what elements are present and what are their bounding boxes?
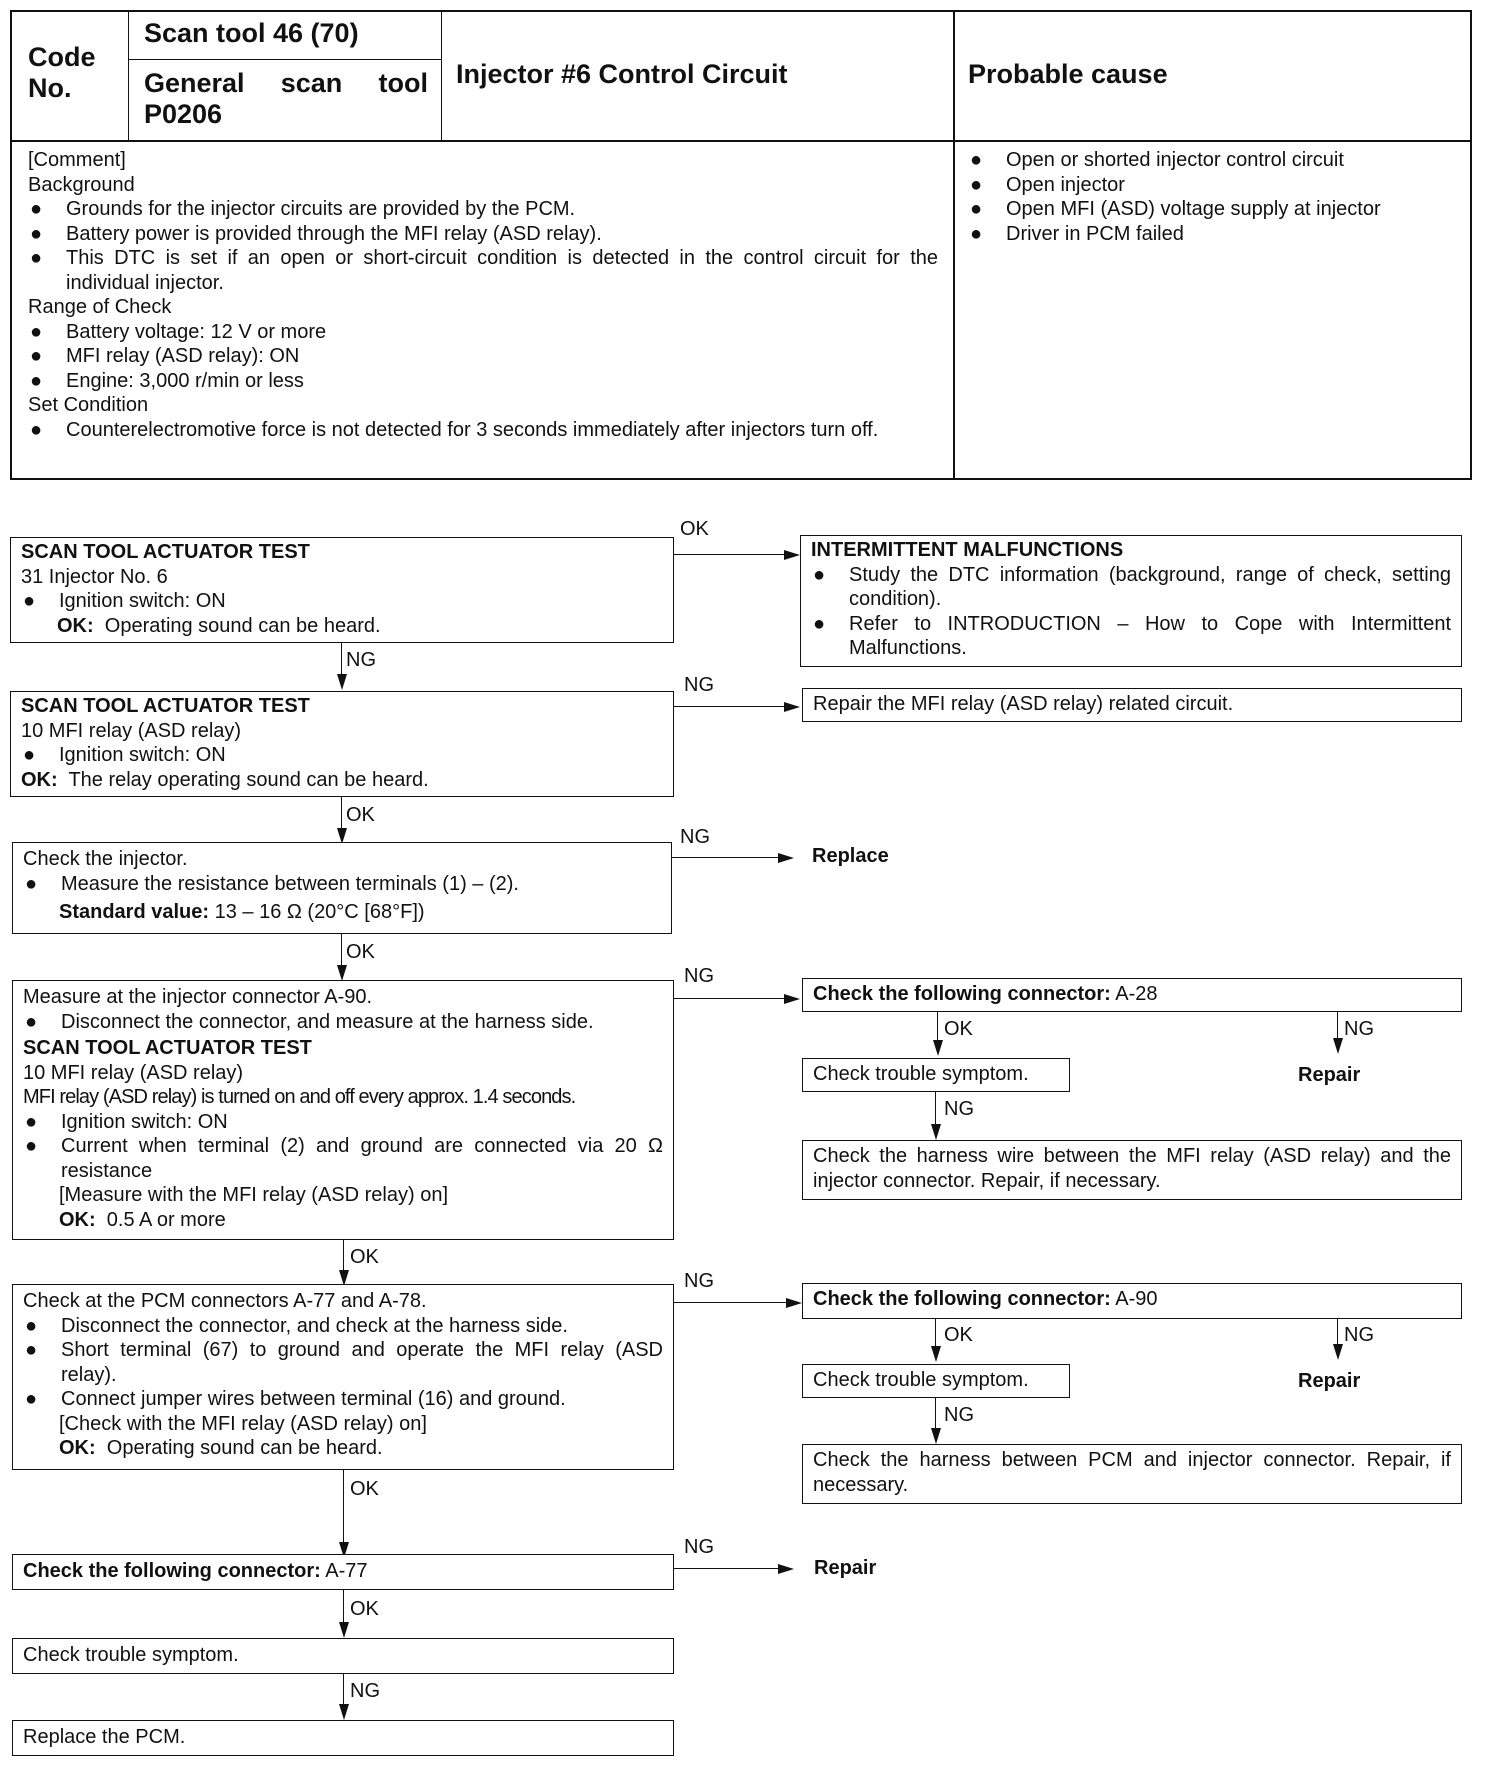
list-item: ● Counterelectromotive force is not detected for 3 seconds immediately after injectors turn off. — [30, 418, 879, 441]
bullet-icon: ● — [23, 590, 36, 612]
step-line: 10 MFI relay (ASD relay) — [21, 719, 242, 742]
arrow-right-icon — [786, 1298, 802, 1308]
step-3-check-injector-box — [12, 842, 672, 934]
general-scan-tool-code: P0206 — [144, 99, 223, 129]
arrow-down-icon — [339, 1704, 349, 1720]
intermittent-malfunctions-box — [800, 535, 1462, 667]
repair-label: Repair — [1298, 1064, 1361, 1086]
check-connector-a77-box: Check the following connector: A-77 — [12, 1554, 674, 1590]
replace-pcm-box: Replace the PCM. — [12, 1720, 674, 1756]
list-item: ● Ignition switch: ON — [23, 590, 226, 612]
arrow-down-icon — [339, 1622, 349, 1638]
bullet-icon: ● — [23, 744, 36, 766]
list-item: ● Engine: 3,000 r/min or less — [30, 369, 304, 392]
connector-line — [672, 857, 782, 858]
step-title: SCAN TOOL ACTUATOR TEST — [21, 541, 310, 563]
bullet-icon: ● — [30, 345, 43, 367]
connector-line — [935, 1398, 936, 1432]
ng-label: NG — [684, 965, 714, 987]
ok-criteria: OK: Operating sound can be heard. — [59, 1437, 383, 1459]
divider — [10, 140, 1472, 142]
list-item: ● Battery voltage: 12 V or more — [30, 320, 327, 343]
connector-line — [1337, 1012, 1338, 1040]
ok-label: OK — [350, 1598, 379, 1620]
step-line: Check at the PCM connectors A-77 and A-78. — [23, 1290, 427, 1312]
connector-line — [343, 1674, 344, 1708]
bullet-icon: ● — [25, 1314, 38, 1337]
connector-line — [1337, 1319, 1338, 1347]
step-line: 10 MFI relay (ASD relay) — [23, 1061, 244, 1084]
arrow-right-icon — [784, 702, 800, 712]
list-item: ● Open injector — [970, 173, 1125, 196]
connector-line — [674, 1568, 784, 1569]
comment-section — [28, 148, 938, 442]
step-note: [Check with the MFI relay (ASD relay) on] — [59, 1412, 427, 1435]
list-item: ● Connect jumper wires between terminal (16) and ground. — [25, 1388, 566, 1410]
bullet-icon: ● — [25, 1388, 38, 1410]
arrow-down-icon — [933, 1040, 943, 1056]
bullet-icon: ● — [30, 418, 43, 441]
repair-label: Repair — [814, 1557, 877, 1579]
list-item: ● Ignition switch: ON — [25, 1110, 228, 1133]
bullet-icon: ● — [970, 198, 983, 220]
connector-line — [674, 998, 784, 999]
range-label: Range of Check — [28, 296, 172, 318]
list-item: ● Short terminal (67) to ground and operate the MFI relay (ASD relay). — [25, 1339, 663, 1386]
step-note: [Measure with the MFI relay (ASD relay) on] — [59, 1184, 449, 1206]
ng-label: NG — [680, 826, 710, 848]
list-item: ● Driver in PCM failed — [970, 222, 1184, 245]
arrow-down-icon — [931, 1346, 941, 1362]
divider — [441, 10, 442, 140]
step-line: Measure at the injector connector A-90. — [23, 986, 373, 1008]
bullet-icon: ● — [970, 222, 983, 245]
list-item: ● Open MFI (ASD) voltage supply at injector — [970, 198, 1381, 220]
bullet-icon: ● — [25, 1339, 38, 1361]
arrow-right-icon — [778, 1564, 794, 1574]
ok-criteria: OK: Operating sound can be heard. — [57, 614, 381, 637]
comment-label: [Comment] — [28, 149, 126, 171]
step-title: SCAN TOOL ACTUATOR TEST — [23, 1037, 312, 1059]
repair-mfi-box: Repair the MFI relay (ASD relay) related circuit. — [802, 688, 1462, 722]
connector-line — [674, 706, 784, 707]
probable-cause-list — [968, 148, 1458, 246]
divider — [128, 10, 129, 140]
list-item: ● Current when terminal (2) and ground are connected via 20 Ω resistance — [25, 1135, 663, 1182]
ng-label: NG — [684, 674, 714, 696]
bullet-icon: ● — [970, 173, 983, 196]
bullet-icon: ● — [25, 1010, 38, 1033]
list-item: ● Ignition switch: ON — [23, 744, 226, 766]
ng-label: NG — [684, 1536, 714, 1558]
list-item: ● Open or shorted injector control circuit — [970, 149, 1344, 171]
step-2-actuator-test-box — [10, 691, 674, 797]
list-item: ● Disconnect the connector, and measure at the harness side. — [25, 1010, 594, 1033]
bullet-icon: ● — [30, 320, 43, 343]
arrow-down-icon — [931, 1124, 941, 1140]
connector-line — [341, 934, 342, 966]
arrow-right-icon — [784, 994, 800, 1004]
step-1-actuator-test-box — [10, 537, 674, 643]
check-connector-a90-box: Check the following connector: A-90 — [802, 1283, 1462, 1319]
ng-label: NG — [944, 1098, 974, 1120]
arrow-down-icon — [931, 1428, 941, 1444]
arrow-right-icon — [784, 550, 800, 560]
bullet-icon: ● — [30, 247, 43, 269]
page-title: Injector #6 Control Circuit — [456, 59, 788, 89]
list-item: ● This DTC is set if an open or short-circuit condition is detected in the control circuit for the individual injector. — [30, 247, 938, 294]
list-item: ● Battery power is provided through the MFI relay (ASD relay). — [30, 222, 602, 245]
connector-line — [343, 1470, 344, 1546]
connector-line — [935, 1092, 936, 1128]
arrow-right-icon — [778, 853, 794, 863]
arrow-down-icon — [1333, 1344, 1343, 1360]
ok-label: OK — [350, 1246, 379, 1268]
connector-line — [343, 1590, 344, 1626]
ok-label: OK — [944, 1018, 973, 1040]
step-line: 31 Injector No. 6 — [21, 565, 168, 588]
check-trouble-symptom-box: Check trouble symptom. — [802, 1058, 1070, 1092]
bullet-icon: ● — [970, 149, 983, 171]
connector-line — [341, 797, 342, 829]
check-harness-wire-box: Check the harness wire between the MFI relay (ASD relay) and the injector connector. Repair, if necessary. — [802, 1140, 1462, 1200]
check-trouble-symptom-final-box: Check trouble symptom. — [12, 1638, 674, 1674]
ok-criteria: OK: 0.5 A or more — [59, 1208, 226, 1231]
scan-tool-code: Scan tool 46 (70) — [144, 18, 359, 48]
set-condition-label: Set Condition — [28, 394, 149, 416]
list-item: ● Study the DTC information (background, range of check, setting condition). — [813, 563, 1451, 610]
bullet-icon: ● — [30, 369, 43, 392]
ng-label: NG — [346, 649, 376, 671]
ng-label: NG — [684, 1270, 714, 1292]
check-connector-a28-box: Check the following connector: A-28 — [802, 978, 1462, 1012]
ng-label: NG — [944, 1404, 974, 1426]
list-item: ● MFI relay (ASD relay): ON — [30, 345, 300, 367]
bullet-icon: ● — [25, 1110, 38, 1133]
ng-label: NG — [1344, 1324, 1374, 1346]
standard-value: Standard value: 13 – 16 Ω (20°C [68°F]) — [59, 901, 425, 923]
replace-label: Replace — [812, 845, 889, 867]
step-line: MFI relay (ASD relay) is turned on and off every approx. 1.4 seconds. — [23, 1086, 576, 1108]
ok-label: OK — [350, 1478, 379, 1500]
ok-label: OK — [346, 941, 375, 963]
arrow-down-icon — [1333, 1038, 1343, 1054]
connector-line — [343, 1240, 344, 1272]
ok-criteria: OK: The relay operating sound can be heard. — [21, 768, 429, 791]
bullet-icon: ● — [25, 872, 38, 895]
check-harness-pcm-box: Check the harness between PCM and injector connector. Repair, if necessary. — [802, 1444, 1462, 1504]
arrow-down-icon — [337, 965, 347, 981]
ng-label: NG — [1344, 1018, 1374, 1040]
bullet-icon: ● — [30, 222, 43, 245]
probable-cause-label: Probable cause — [968, 59, 1168, 89]
connector-line — [674, 1302, 786, 1303]
list-item: ● Disconnect the connector, and check at the harness side. — [25, 1314, 568, 1337]
step-line: Check the injector. — [23, 848, 188, 870]
ok-label: OK — [346, 804, 375, 826]
bullet-icon: ● — [813, 563, 826, 586]
check-trouble-symptom-box: Check trouble symptom. — [802, 1364, 1070, 1398]
box-title: INTERMITTENT MALFUNCTIONS — [811, 539, 1124, 561]
divider — [953, 10, 955, 480]
list-item: ● Grounds for the injector circuits are provided by the PCM. — [30, 198, 576, 220]
connector-line — [935, 1319, 936, 1349]
bullet-icon: ● — [25, 1135, 38, 1157]
general-scan-tool-label: General scan tool — [144, 68, 428, 98]
step-title: SCAN TOOL ACTUATOR TEST — [21, 695, 310, 717]
ok-label: OK — [680, 518, 709, 540]
connector-line — [674, 554, 784, 555]
ng-label: NG — [350, 1680, 380, 1702]
divider — [128, 59, 441, 60]
code-no-label: Code No. — [28, 42, 96, 103]
step-5-check-pcm-connectors-box — [12, 1284, 674, 1470]
list-item: ● Refer to INTRODUCTION – How to Cope with Intermittent Malfunctions. — [813, 612, 1451, 659]
bullet-icon: ● — [30, 198, 43, 220]
background-label: Background — [28, 173, 135, 196]
list-item: ● Measure the resistance between terminals (1) – (2). — [25, 872, 519, 895]
repair-label: Repair — [1298, 1370, 1361, 1392]
bullet-icon: ● — [813, 612, 826, 635]
connector-line — [341, 643, 342, 675]
ok-label: OK — [944, 1324, 973, 1346]
step-4-measure-injector-connector-box — [12, 980, 674, 1240]
arrow-down-icon — [337, 674, 347, 690]
